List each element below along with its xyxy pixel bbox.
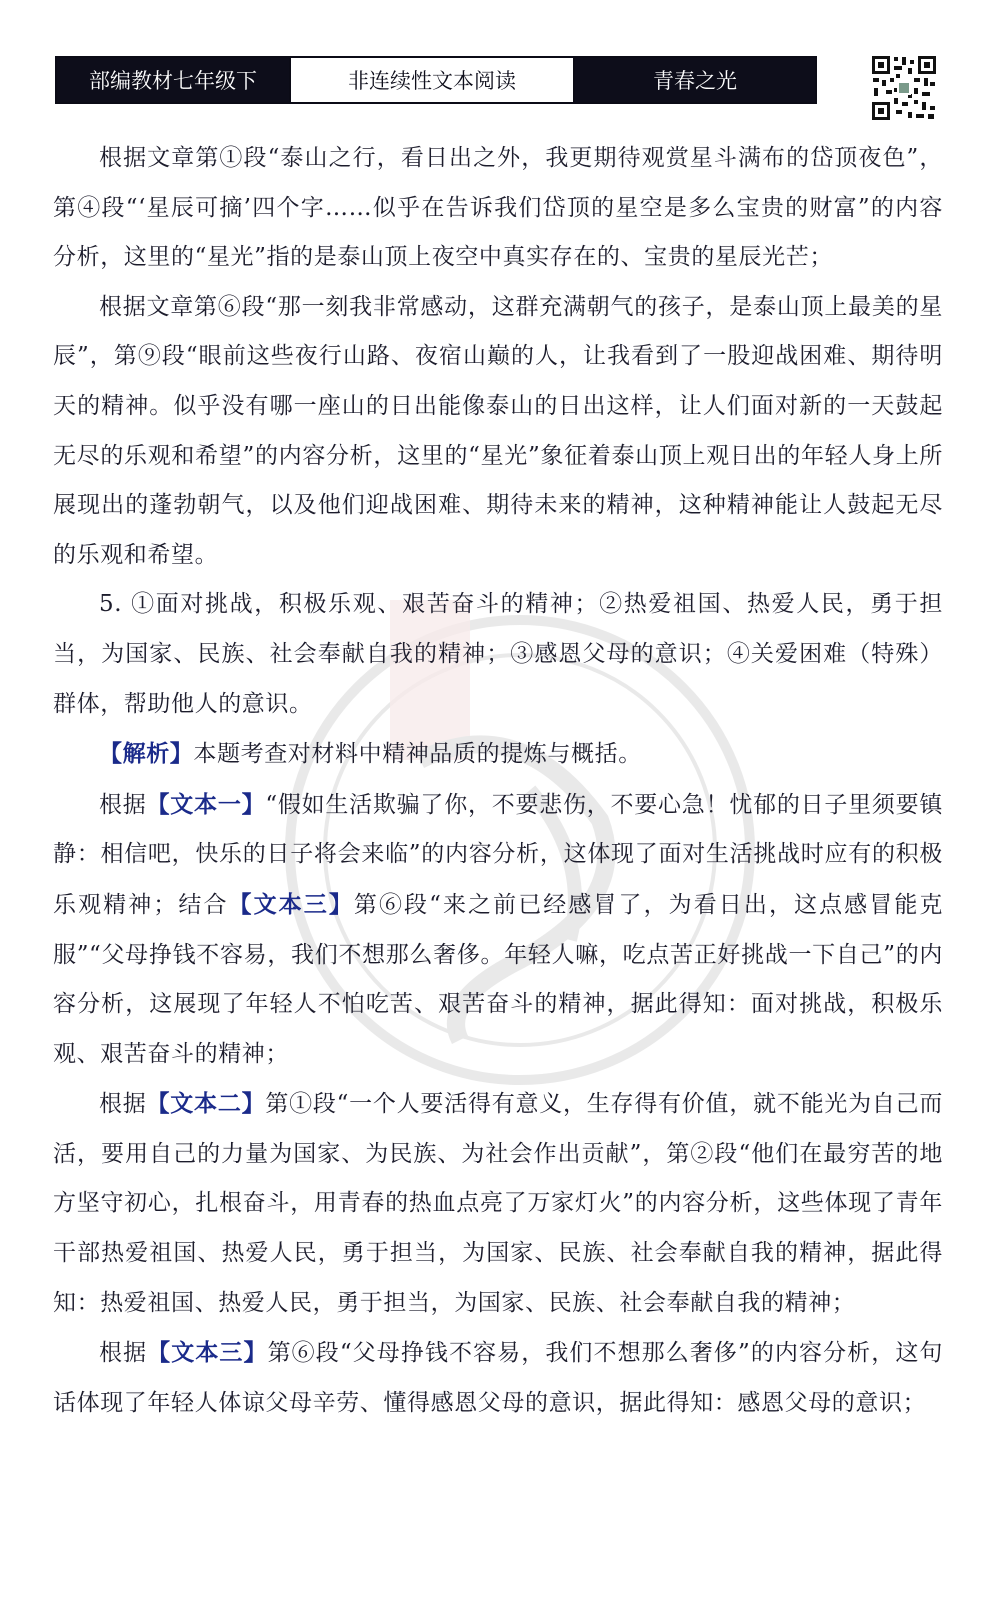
paragraph-answer-5: 5. ①面对挑战，积极乐观、艰苦奋斗的精神；②热爱祖国、热爱人民，勇于担当，为国家、民族、社会奉献自我的精神；③感恩父母的意识；④关爱困难（特殊）群体，帮助他人的意识。 [53,591,943,717]
text-span: 第⑥段“来之前已经感冒了，为看日出，这点感冒能克服”“父母挣钱不容易，我们不想那么奢侈。年轻人嘛，吃点苦正好挑战一下自己”的内容分析，这展现了年轻人不怕吃苦、艰苦奋斗的精神，据此得知：面对挑战，积极乐观、艰苦奋斗的精神； [53,891,943,1067]
text-span: 根据 [99,791,147,818]
text-three-tag: 【文本三】 [147,1339,268,1367]
text-two-tag: 【文本二】 [146,1090,266,1118]
paragraph-text-one [53,780,943,1080]
text-span: “假如生活欺骗了你，不要悲伤，不要心急！忧郁的日子里须要镇静：相信吧，快乐的日子将会来临”的内容分析，这体现了面对生活挑战时应有的积极乐观精神；结合 [53,791,944,918]
answer-content [53,134,943,1428]
text-span: 第⑥段“父母挣钱不容易，我们不想那么奢侈”的内容分析，这句话体现了年轻人体谅父母辛劳、懂得感恩父母的意识，据此得知：感恩父母的意识； [53,1340,944,1416]
qr-code-icon [870,54,938,122]
header-unit-label: 青春之光 [575,58,815,102]
header-textbook-label: 部编教材七年级下 [57,58,289,102]
text-one-tag: 【文本一】 [146,790,266,818]
text-span: 根据 [99,1340,148,1367]
text-three-tag: 【文本三】 [228,890,354,918]
paragraph-star-meaning-1: 根据文章第①段“泰山之行，看日出之外，我更期待观赏星斗满布的岱顶夜色”，第④段“‘星辰可摘’四个字……似乎在告诉我们岱顶的星空是多么宝贵的财富”的内容分析，这里的“星光”指的是泰山顶上夜空中真实存在的、宝贵的星辰光芒； [53,145,943,271]
header-topic-label: 非连续性文本阅读 [289,58,575,102]
paragraph-text-three [53,1328,943,1428]
analysis-tag: 【解析】 [99,740,194,768]
analysis-text: 本题考查对材料中精神品质的提炼与概括。 [193,741,642,768]
text-span: 根据 [99,1091,147,1118]
paragraph-text-two [53,1079,943,1328]
text-span: 第①段“一个人要活得有意义，生存得有价值，就不能光为自己而活，要用自己的力量为国家、为民族、为社会作出贡献”，第②段“他们在最穷苦的地方坚守初心，扎根奋斗，用青春的热血点亮了万家灯火”的内容分析，这些体现了青年干部热爱祖国、热爱人民，勇于担当，为国家、民族、社会奉献自我的精神，据此得知：热爱祖国、热爱人民，勇于担当，为国家、民族、社会奉献自我的精神； [53,1091,944,1316]
paragraph-analysis [53,729,943,780]
paragraph-star-meaning-2: 根据文章第⑥段“那一刻我非常感动，这群充满朝气的孩子，是泰山顶上最美的星辰”，第⑨段“眼前这些夜行山路、夜宿山巅的人，让我看到了一股迎战困难、期待明天的精神。似乎没有哪一座山的日出能像泰山的日出这样，让人们面对新的一天鼓起无尽的乐观和希望”的内容分析，这里的“星光”象征着泰山顶上观日出的年轻人身上所展现出的蓬勃朝气，以及他们迎战困难、期待未来的精神，这种精神能让人鼓起无尽的乐观和希望。 [53,293,943,568]
header-bar [55,56,817,104]
